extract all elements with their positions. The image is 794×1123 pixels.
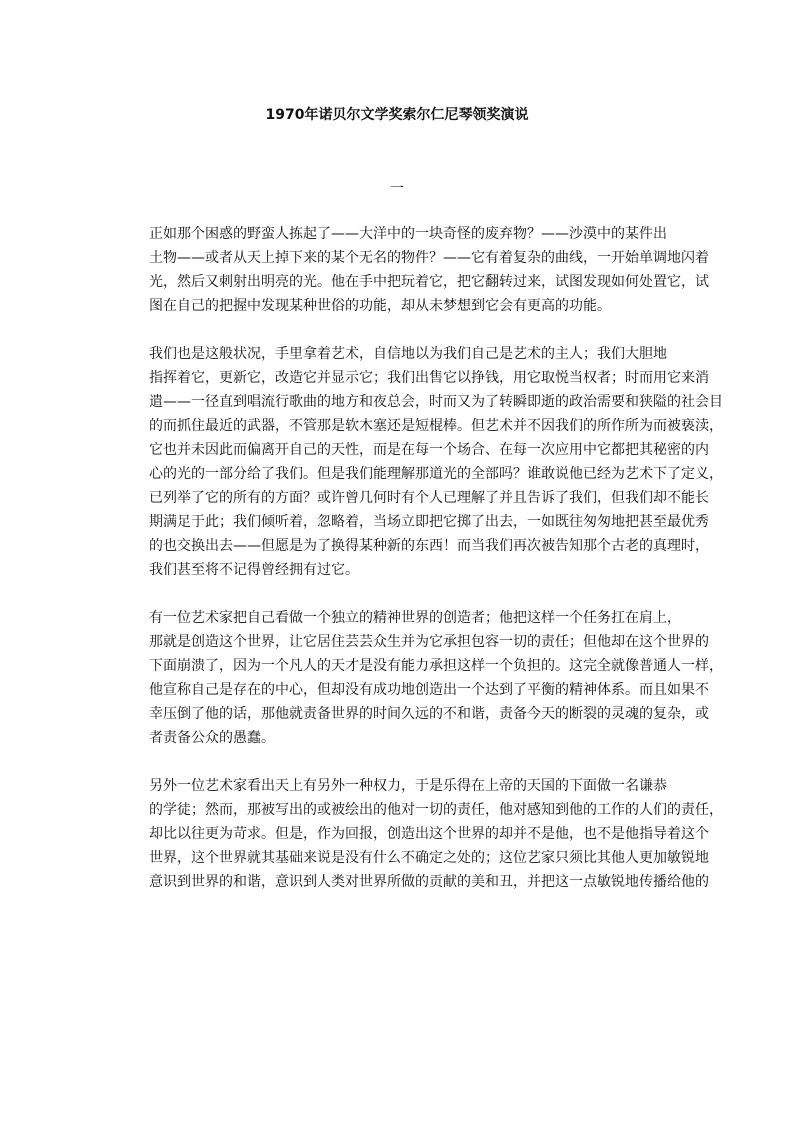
- text-line: 有一位艺术家把自己看做一个独立的精神世界的创造者；他把这样一个任务扛在肩上，: [149, 610, 681, 626]
- text-line: 心的光的一部分给了我们。但是我们能理解那道光的全部吗？谁敢说他已经为艺术下了定义，: [149, 466, 723, 482]
- text-line: 世界，这个世界就其基础来说是没有什么不确定之处的；这位艺家只须比其他人更加敏锐地: [149, 850, 709, 866]
- document-title: 1970年诺贝尔文学奖索尔仁尼琴领奖演说: [265, 107, 529, 123]
- text-line: 指挥着它，更新它，改造它并显示它；我们出售它以挣钱，用它取悦当权者；时而用它来消: [149, 370, 709, 386]
- text-line: 光，然后又刺射出明亮的光。他在手中把玩着它，把它翻转过来，试图发现如何处置它，试: [149, 274, 709, 290]
- text-line: 我们甚至将不记得曾经拥有过它。: [149, 562, 359, 578]
- text-line: 的也交换出去——但愿是为了换得某种新的东西！而当我们再次被告知那个古老的真理时，: [149, 538, 709, 554]
- text-line: 期满足于此；我们倾听着，忽略着，当场立即把它掷了出去，一如既往匆匆地把甚至最优秀: [149, 514, 709, 530]
- text-line: 图在自己的把握中发现某种世俗的功能，却从未梦想到它会有更高的功能。: [149, 298, 611, 314]
- text-line: 遣——一径直到唱流行歌曲的地方和夜总会，时而又为了转瞬即逝的政治需要和狭隘的社会目: [149, 394, 723, 410]
- paragraph-2: [121, 342, 723, 582]
- text-line: 他宣称自己是存在的中心，但却没有成功地创造出一个达到了平衡的精神体系。而且如果不: [149, 682, 709, 698]
- text-line: 它也并未因此而偏离开自己的天性，而是在每一个场合、在每一次应用中它都把其秘密的内: [149, 442, 709, 458]
- text-line: 幸压倒了他的话，那他就责备世界的时间久远的不和谐，责备今天的断裂的灵魂的复杂，或: [149, 706, 709, 722]
- text-line: 意识到世界的和谐，意识到人类对世界所做的贡献的美和丑，并把这一点敏锐地传播给他的: [149, 874, 709, 890]
- text-line: 的学徒；然而，那被写出的或被绘出的他对一切的责任，他对感知到他的工作的人们的责任，: [149, 802, 723, 818]
- section-number: 一: [390, 181, 404, 197]
- text-line: 下面崩溃了，因为一个凡人的天才是没有能力承担这样一个负担的。这完全就像普通人一样，: [149, 658, 723, 674]
- text-line: 者责备公众的愚蠢。: [149, 730, 275, 746]
- text-line: 已列举了它的所有的方面？或许曾几何时有个人已理解了并且告诉了我们，但我们却不能长: [149, 490, 709, 506]
- text-line: 那就是创造这个世界，让它居住芸芸众生并为它承担包容一切的责任；但他却在这个世界的: [149, 634, 709, 650]
- document-body: [121, 222, 723, 918]
- text-line: 正如那个困惑的野蛮人拣起了——大洋中的一块奇怪的废弃物？——沙漠中的某件出: [149, 226, 667, 242]
- text-line: 另外一位艺术家看出天上有另外一种权力，于是乐得在上帝的天国的下面做一名谦恭: [149, 778, 667, 794]
- paragraph-3: [121, 606, 723, 750]
- text-line: 却比以往更为苛求。但是，作为回报，创造出这个世界的却并不是他，也不是他指导着这个: [149, 826, 709, 842]
- paragraph-1: [121, 222, 709, 318]
- text-line: 的而抓住最近的武器，不管那是软木塞还是短棍棒。但艺术并不因我们的所作所为而被亵渎，: [149, 418, 723, 434]
- text-line: 土物——或者从天上掉下来的某个无名的物件？——它有着复杂的曲线，一开始单调地闪着: [149, 250, 709, 266]
- text-line: 我们也是这般状况，手里拿着艺术，自信地以为我们自己是艺术的主人；我们大胆地: [149, 346, 667, 362]
- paragraph-4: [121, 774, 723, 894]
